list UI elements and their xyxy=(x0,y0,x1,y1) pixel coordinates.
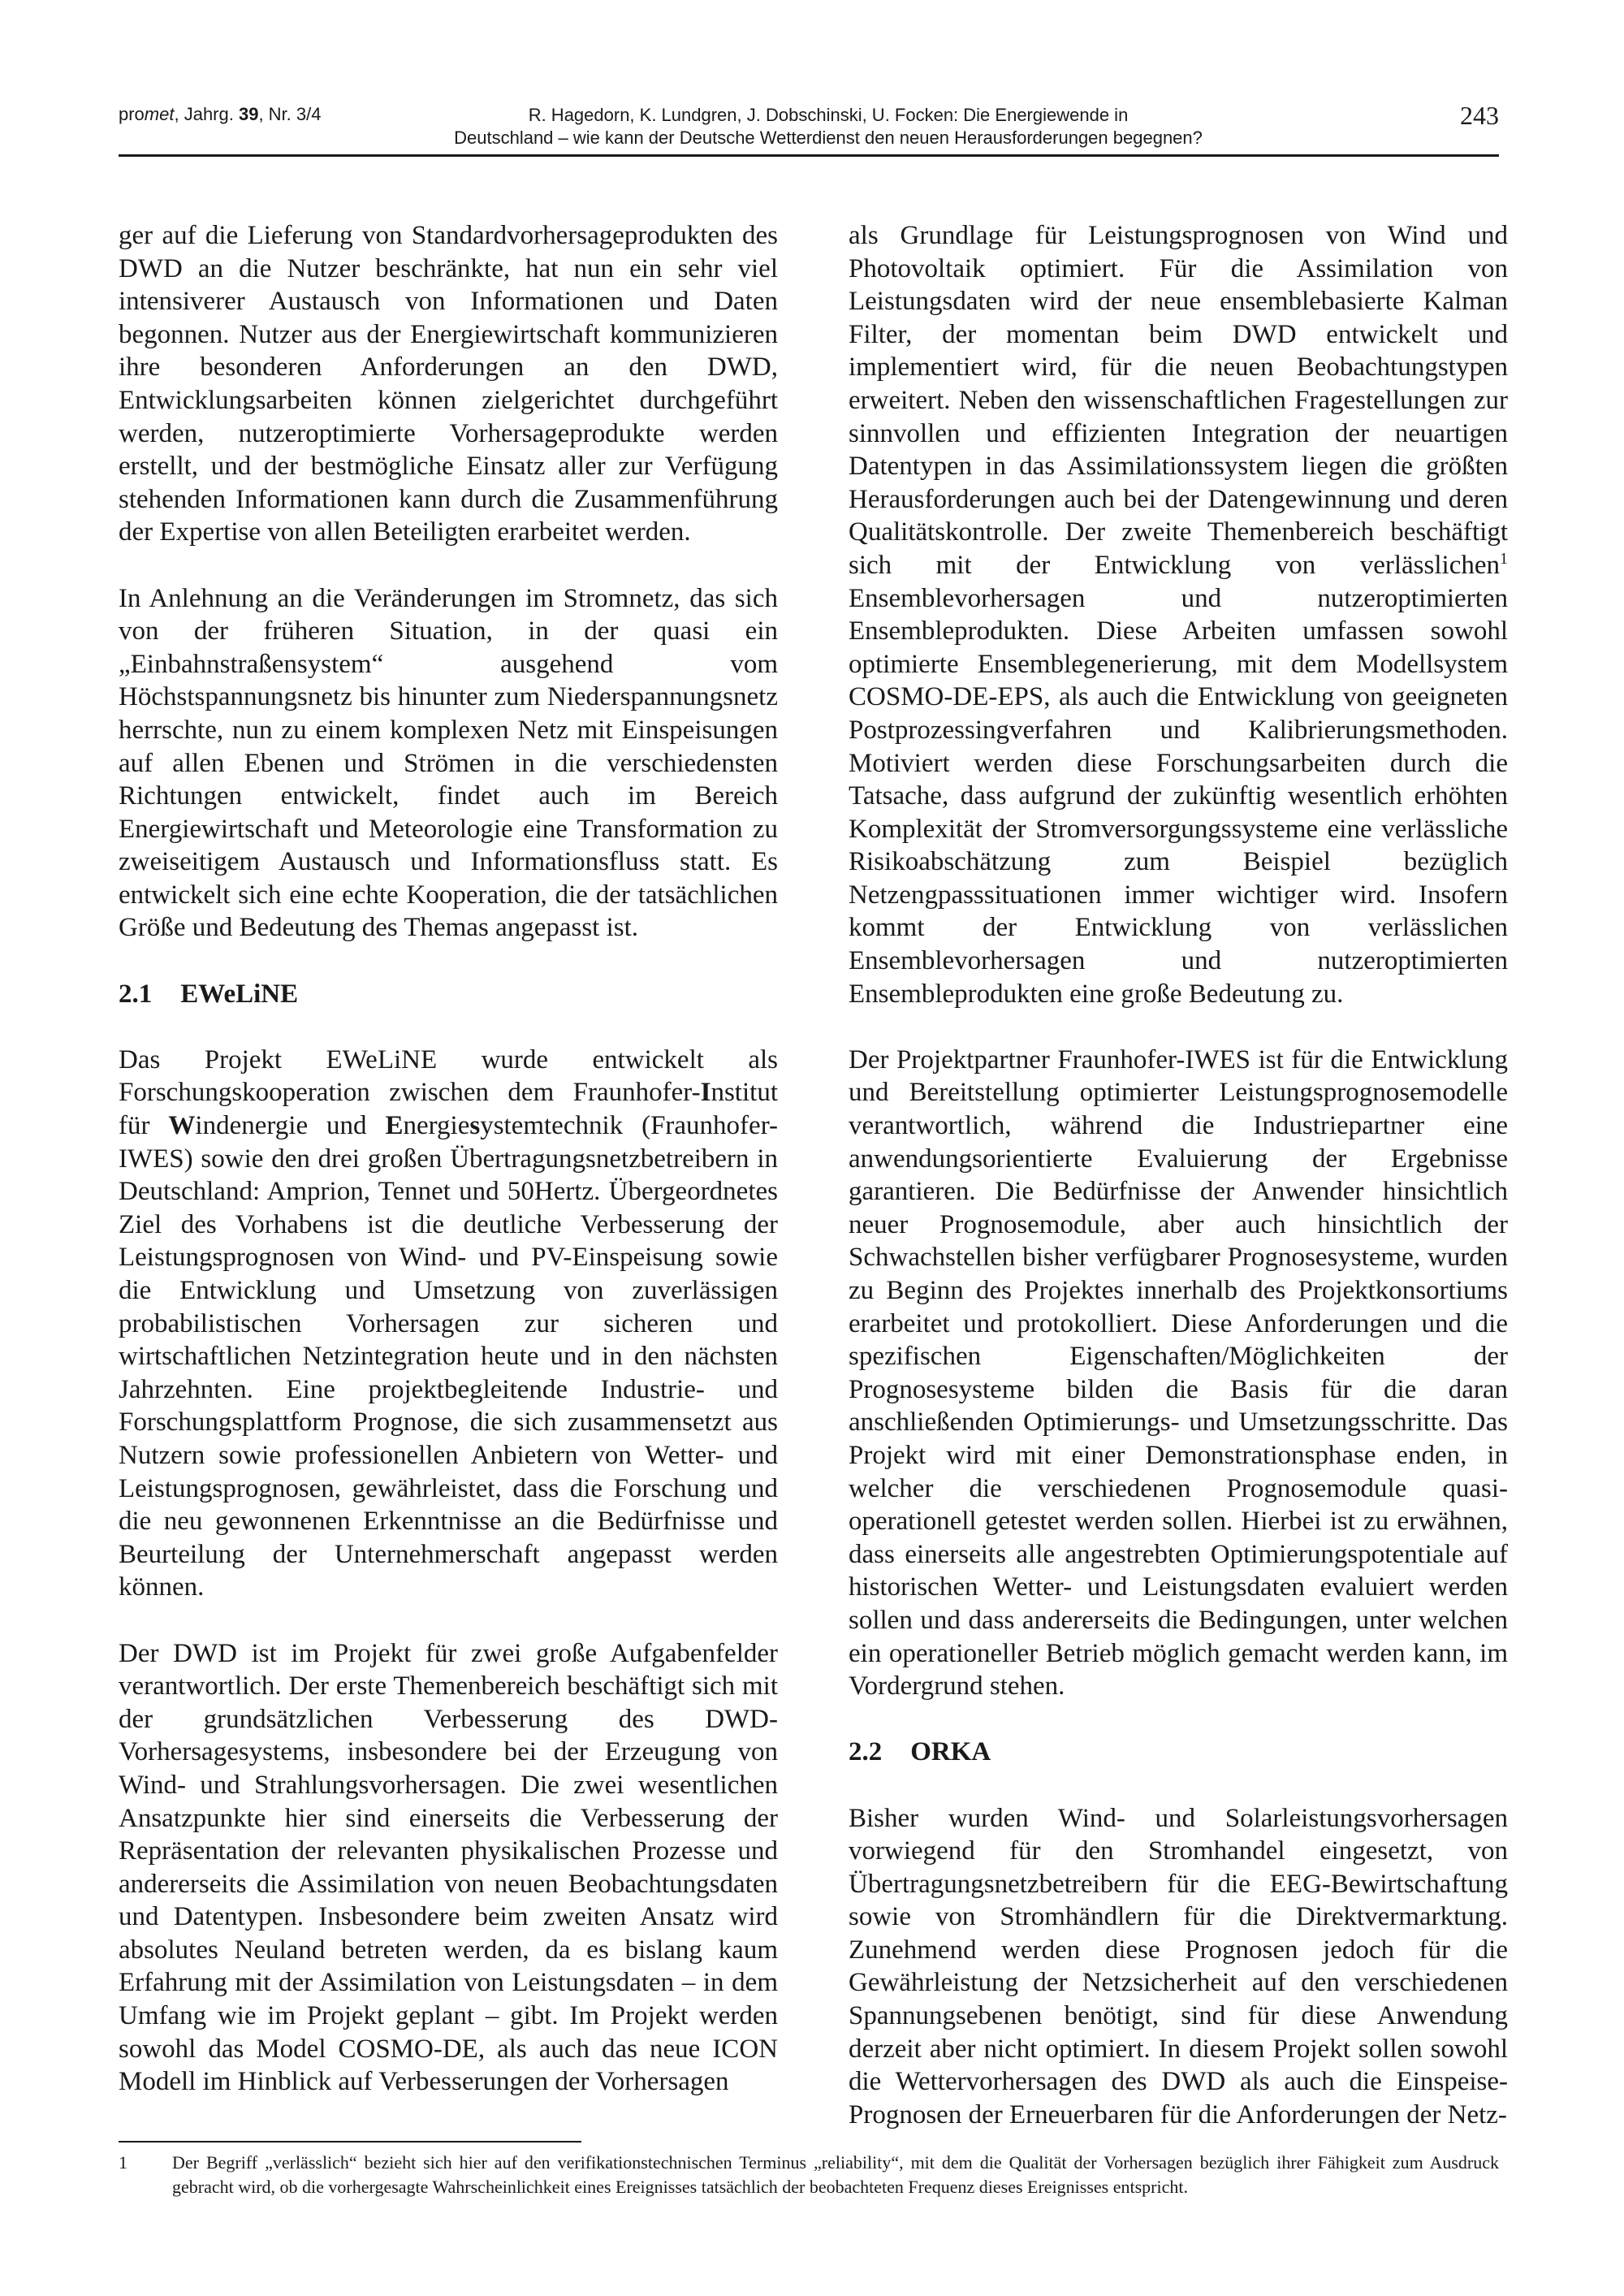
paragraph: Der Projektpartner Fraunhofer-IWES ist für die Entwicklung und Bereitstellung optimierter Leistungsprognosemodelle verantwortlich, während die Industriepartner eine anwendungsorientierte Evaluierung der Ergebnisse garantieren. Die Bedürfnisse der Anwender hinsichtlich neuer Prognosemodule, aber auch hinsichtlich der Schwachstellen bisher verfügbarer Prognosesysteme, wurden zu Beginn des Projektes innerhalb des Projektkonsortiums erarbeitet und protokolliert. Diese Anforderungen und die spezifischen Eigenschaften/Möglichkeiten der Prognosesysteme bilden die Basis für die daran anschließenden Optimierungs- und Umsetzungsschritte. Das Projekt wird mit einer Demonstrationsphase enden, in welcher die verschiedenen Prognosemodule quasi-operationell getestet werden sollen. Hierbei ist zu erwähnen, dass einerseits alle angestrebten Optimierungspotentiale auf historischen Wetter- und Leistungsdaten evaluiert werden sollen und dass andererseits die Bedingungen, unter welchen ein operationeller Betrieb möglich gemacht werden kann, im Vordergrund stehen. xyxy=(849,1044,1508,1701)
journal-reference xyxy=(119,104,322,125)
text-run: Ensemblevorhersagen und nutzeroptimierten Ensembleprodukten. Diese Arbeiten umfassen sowohl optimierte Ensemblegenerierung, mit dem Modellsystem COSMO-DE-EPS, als auch die Entwicklung von geeigneten Postprozessingverfahren und Kalibrierungsmethoden. Motiviert werden diese Forschungsarbeiten durch die Tatsache, dass aufgrund der zukünftig wesentlich erhöhten Komplexität der Stromversorgungssysteme eine verlässliche Risikoabschätzung zum Beispiel bezüglich Netzengpasssituationen immer wichtiger wird. Insofern kommt der Entwicklung von verlässlichen Ensemblevorhersagen und nutzeroptimierten Ensembleprodukten eine große Bedeutung zu. xyxy=(849,583,1508,1009)
acronym-letter: W xyxy=(168,1111,196,1141)
citation-line-2: Deutschland – wie kann der Deutsche Wetterdienst den neuen Herausforderungen begegnen? xyxy=(454,128,1203,148)
journal-year-label: , Jahrg. xyxy=(174,104,239,124)
right-column xyxy=(849,219,1508,2131)
paragraph: Bisher wurden Wind- und Solarleistungsvorhersagen vorwiegend für den Stromhandel eingesetzt, von Übertragungsnetzbetreibern für die EEG-Bewirtschaftung sowie von Stromhändlern für die Direktvermarktung. Zunehmend werden diese Prognosen jedoch für die Gewährleistung der Netzsicherheit auf den verschiedenen Spannungsebenen benötigt, sind für diese Anwendung derzeit aber nicht optimiert. In diesem Projekt sollen sowohl die Wettervorhersagen des DWD als auch die Einspeise-Prognosen der Erneuerbaren für die Anforderungen der Netz- xyxy=(849,1803,1508,2130)
footnote-text: Der Begriff „verlässlich“ bezieht sich hier auf den verifikationstechnischen Terminus „reliability“, mit dem die Qualität der Vorhersagen bezüglich ihrer Fähigkeit zum Ausdruck gebracht wird, ob die vorhergesagte Wahrscheinlichkeit eines Ereignisses tatsächlich der beobachteten Frequenz dieses Ereignisses entspricht. xyxy=(172,2152,1499,2197)
journal-volume: 39 xyxy=(238,104,259,124)
footnote-rule xyxy=(119,2141,581,2143)
acronym-letter: I xyxy=(700,1078,711,1108)
section-number: 2.1 xyxy=(119,979,153,1009)
citation-line-1: R. Hagedorn, K. Lundgren, J. Dobschinski, U. Focken: Die Energiewende in xyxy=(528,105,1129,125)
section-heading-orka xyxy=(849,1736,1508,1769)
text-run: nergie xyxy=(403,1111,470,1141)
text-run: ystemtechnik (Fraunhofer-IWES) sowie den drei großen Übertragungsnetzbetreibern in Deutschland: Amprion, Tennet und 50Hertz. Übergeordnetes Ziel des Vorhabens ist die deutliche Verbesserung der Leistungsprognosen von Wind- und PV-Einspeisung sowie die Entwicklung und Umsetzung von zuverlässigen probabilistischen Vorhersagen zur sicheren und wirtschaftlichen Netzintegration heute und in den nächsten Jahrzehnten. Eine projektbegleitende Industrie- und Forschungsplattform Prognose, die sich zusammensetzt aus Nutzern sowie professionellen Anbietern von Wetter- und Leistungsprognosen, gewährleistet, dass die Forschung und die neu gewonnenen Erkenntnisse an die Bedürfnisse und Beurteilung der Unternehmerschaft angepasst werden können. xyxy=(119,1111,779,1602)
text-run: Das Projekt EWeLiNE wurde entwickelt als Forschungskooperation zwischen dem Fraunhofer- xyxy=(119,1044,778,1108)
acronym-letter: s xyxy=(469,1111,481,1141)
text-run: indenergie und xyxy=(195,1111,386,1141)
paragraph: ger auf die Lieferung von Standardvorhersageprodukten des DWD an die Nutzer beschränkte, hat nun ein sehr viel intensiverer Austausch von Informationen und Daten begonnen. Nutzer aus der Energiewirtschaft kommunizieren ihre besonderen Anforderungen an den DWD, Entwicklungsarbeiten können zielgerichtet durchgeführt werden, nutzeroptimierte Vorhersageprodukte werden erstellt, und der bestmögliche Einsatz aller zur Verfügung stehenden Informationen kann durch die Zusammenführung der Expertise von allen Beteiligten erarbeitet werden. xyxy=(119,221,778,547)
journal-issue: , Nr. 3/4 xyxy=(258,104,322,124)
footnote xyxy=(119,2151,1499,2199)
paragraph xyxy=(119,1044,778,1604)
footnote-number: 1 xyxy=(119,2152,127,2173)
section-heading-eweline xyxy=(119,978,778,1011)
left-column xyxy=(119,219,778,2099)
paragraph: In Anlehnung an die Veränderungen im Stromnetz, das sich von der früheren Situation, in der quasi ein „Einbahnstraßensystem“ ausgehend vom Höchstspannungsnetz bis hinunter zum Niederspannungsnetz herrschte, nun zu einem komplexen Netz mit Einspeisungen auf allen Ebenen und Strömen in die verschiedensten Richtungen entwickelt, findet auch im Bereich Energiewirtschaft und Meteorologie eine Transformation zu zweiseitigem Austausch und Informationsfluss statt. Es entwickelt sich eine echte Kooperation, die der tatsächlichen Größe und Bedeutung des Themas angepasst ist. xyxy=(119,583,778,943)
section-title: ORKA xyxy=(910,1737,991,1767)
section-number: 2.2 xyxy=(849,1737,883,1767)
footnote-reference[interactable]: 1 xyxy=(1500,549,1508,568)
text-run: als Grundlage für Leistungsprognosen von Wind und Photovoltaik optimiert. Für die Assimilation von Leistungsdaten wird der neue ensemblebasierte Kalman Filter, der momentan beim DWD entwickelt und implementiert wird, für die neuen Beobachtungstypen erweitert. Neben den wissenschaftlichen Fragestellungen zur sinnvollen und effizienten Integration der neuartigen Datentypen in das Assimilationssystem liegen die größten Herausforderungen auch bei der Datengewinnung und deren Qualitätskontrolle. Der zweite Themenbereich beschäftigt sich mit der Entwicklung von verlässlichen xyxy=(849,221,1508,580)
paragraph xyxy=(849,219,1508,1010)
text-run: nstitut für xyxy=(119,1078,778,1141)
page-number: 243 xyxy=(1460,101,1499,130)
journal-name-italic: met xyxy=(144,104,175,124)
article-citation xyxy=(357,104,1299,149)
paragraph: Der DWD ist im Projekt für zwei große Aufgabenfelder verantwortlich. Der erste Themenbereich beschäftigt sich mit der grundsätzlichen Verbesserung des DWD-Vorhersagesystems, insbesondere bei der Erzeugung von Wind- und Strahlungsvorhersagen. Die zwei wesentlichen Ansatzpunkte hier sind einerseits die Verbesserung der Repräsentation der relevanten physikalischen Prozesse und andererseits die Assimilation von neuen Beobachtungsdaten und Datentypen. Insbesondere beim zweiten Ansatz wird absolutes Neuland betreten werden, da es bislang kaum Erfahrung mit der Assimilation von Leistungsdaten – in dem Umfang wie im Projekt geplant – gibt. Im Projekt werden sowohl das Model COSMO-DE, als auch das neue ICON Modell im Hinblick auf Verbesserungen der Vorhersagen xyxy=(119,1638,778,2097)
header-rule xyxy=(119,154,1499,157)
journal-name-prefix: pro xyxy=(119,104,145,124)
section-title: EWeLiNE xyxy=(180,979,299,1009)
acronym-letter: E xyxy=(385,1111,404,1141)
